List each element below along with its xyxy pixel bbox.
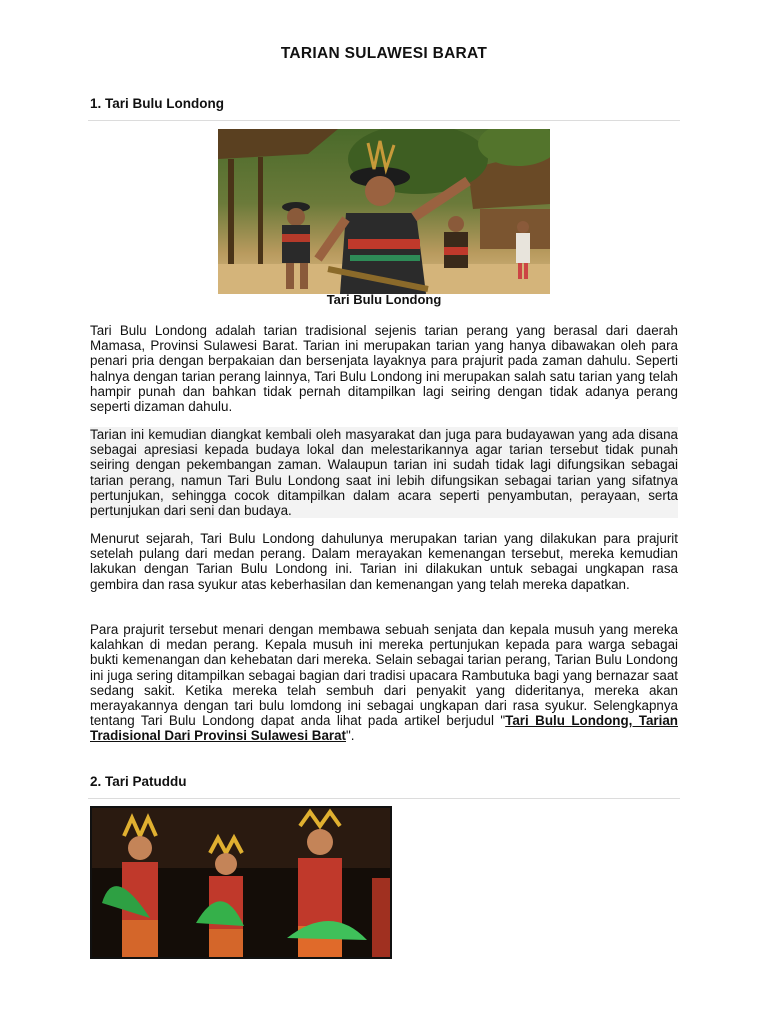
section-divider [88,120,680,121]
paragraph-4 [90,622,678,744]
document-title: TARIAN SULAWESI BARAT [280,45,488,62]
paragraph-2: Tarian ini kemudian diangkat kembali oleh masyarakat dan juga para budayawan yang ada disana sebagai apresiasi kepada budaya lokal dan melestarikannya agar tarian tersebut tidak punah seiring dengan pekembangan zaman. Walaupun tarian ini sudah tidak lagi difungsikan sebagai tarian perang, namun Tari Bulu Londong saat ini lebih difungsikan sebagai tarian yang sifatnya pertunjukan, sehingga cocok ditampilkan dalam acara seperti penyambutan, perayaan, serta pertunjukan dari seni dan budaya. [90,427,678,519]
image-caption: Tari Bulu Londong [326,292,442,307]
paragraph-1: Tari Bulu Londong adalah tarian tradisional sejenis tarian perang yang berasal dari daerah Mamasa, Provinsi Sulawesi Barat. Tarian ini merupakan tarian yang hanya dibawakan oleh para penari pria dengan berpakaian dan bersenjata layaknya para prajurit pada zaman dahulu. Seperti halnya dengan tarian perang lainnya, Tari Bulu Londong ini merupakan salah satu tarian yang telah hampir punah dan bahkan tidak pernah ditampilkan lagi seiring dengan tidak adanya perang seperti dizaman dahulu. [90,323,678,415]
section-heading-tari-bulu-londong: 1. Tari Bulu Londong [90,96,224,111]
paragraph-4-tail: ". [346,728,355,744]
tari-bulu-londong-photo [218,129,550,294]
paragraph-3: Menurut sejarah, Tari Bulu Londong dahulunya merupakan tarian yang dilakukan para prajurit setelah pulang dari medan perang. Dalam merayakan kemenangan tersebut, mereka kemudian lakukan dengan Tarian Bulu Londong ini. Tarian ini dilakukan untuk sebagai ungkapan rasa gembira dan rasa syukur atas keberhasilan dan kemenangan yang telah mereka dapatkan. [90,531,678,592]
section-divider [88,798,680,799]
paragraph-4-text: Para prajurit tersebut menari dengan membawa sebuah senjata dan kepala musuh yang mereka kalahkan di medan perang. Kepala musuh ini mereka pertunjukan kepada para warga sebagai bukti kemenangan dan kehebatan dari mereka. Selain sebagai tarian perang, Tarian Bulu Londong ini juga sering ditampilkan sebagai bagian dari tradisi upacara Rambutuka bagi yang bernazar saat sedang sakit. Ketika mereka telah sembuh dari penyakit yang dideritanya, mereka akan merayakannya dengan tari bulu lomdong ini sebagai ungkapan dari rasa syukur. Selengkapnya tentang Tari Bulu Londong dapat anda lihat pada artikel berjudul " [90,622,678,729]
article-link[interactable]: Tari Bulu Londong, Tarian Tradisional Dari Provinsi Sulawesi Barat [90,713,678,744]
section-heading-tari-patuddu: 2. Tari Patuddu [90,774,187,789]
tari-patuddu-photo [90,806,392,959]
